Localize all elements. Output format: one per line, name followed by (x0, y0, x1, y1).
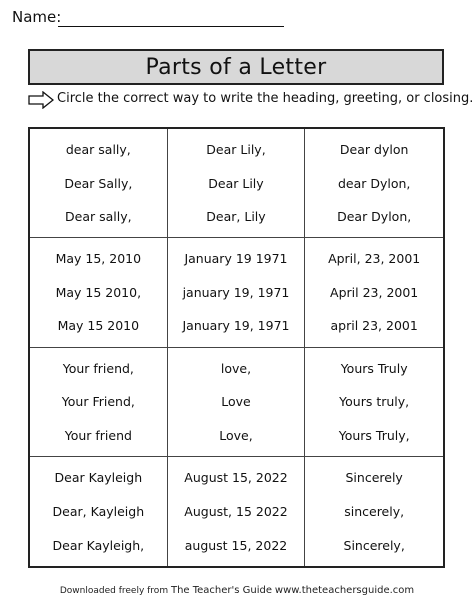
grid-cell (168, 457, 306, 566)
name-blank-line[interactable] (58, 26, 284, 27)
arrow-right-icon (28, 91, 54, 109)
option-text[interactable]: love, (220, 360, 252, 376)
option-text[interactable]: Yours truly, (339, 394, 410, 410)
option-text[interactable]: Your Friend, (61, 394, 135, 410)
option-text[interactable]: Yours Truly, (338, 427, 410, 443)
footer-url[interactable]: www.theteachersguide.com (274, 585, 415, 596)
option-text[interactable]: Your friend (64, 427, 132, 443)
option-text[interactable]: Love (221, 394, 251, 410)
option-text[interactable]: January 19 1971 (184, 251, 288, 267)
option-text[interactable]: january 19, 1971 (182, 284, 290, 300)
worksheet-title: Parts of a Letter (28, 49, 444, 85)
footer-brand: The Teacher's Guide (170, 585, 273, 596)
option-text[interactable]: April, 23, 2001 (328, 251, 421, 267)
option-text[interactable]: Dear Kayleigh (54, 470, 143, 486)
footer-prefix: Downloaded freely from (59, 586, 169, 596)
option-text[interactable]: Dear Kayleigh, (52, 537, 145, 553)
grid-cell (30, 238, 168, 347)
option-text[interactable]: Your friend, (62, 360, 134, 376)
option-text[interactable]: dear sally, (65, 142, 131, 158)
grid-cell (168, 348, 306, 457)
option-text[interactable]: april 23, 2001 (330, 318, 418, 334)
option-text[interactable]: April 23, 2001 (330, 284, 419, 300)
option-text[interactable]: Yours Truly (340, 360, 408, 376)
grid-cell (30, 129, 168, 238)
grid-cell (305, 457, 443, 566)
option-text[interactable]: sincerely, (344, 503, 405, 519)
option-text[interactable]: Dear sally, (65, 209, 132, 225)
option-text[interactable]: Sincerely, (343, 537, 405, 553)
option-text[interactable]: May 15 2010, (55, 284, 142, 300)
option-text[interactable]: May 15 2010 (57, 318, 140, 334)
option-text[interactable]: August 15, 2022 (184, 470, 288, 486)
option-text[interactable]: Sincerely (345, 470, 403, 486)
grid-cell (30, 348, 168, 457)
option-text[interactable]: Dear dylon (339, 142, 409, 158)
answer-grid (28, 127, 445, 568)
instruction-text: Circle the correct way to write the heading, greeting, or closing. (57, 91, 474, 106)
option-text[interactable]: august 15, 2022 (184, 537, 288, 553)
option-text[interactable]: August, 15 2022 (184, 503, 288, 519)
option-text[interactable]: Dear Lily (208, 175, 264, 191)
grid-cell (305, 238, 443, 347)
option-text[interactable]: Dear Lily, (206, 142, 266, 158)
option-text[interactable]: Dear, Kayleigh (52, 503, 145, 519)
footer (0, 585, 474, 596)
option-text[interactable]: Love, (219, 427, 253, 443)
option-text[interactable]: Dear Sally, (64, 175, 133, 191)
option-text[interactable]: dear Dylon, (337, 175, 411, 191)
name-label: Name: (12, 8, 62, 26)
grid-cell (168, 238, 306, 347)
grid-cell (305, 348, 443, 457)
grid-cell (168, 129, 306, 238)
option-text[interactable]: Dear Dylon, (337, 209, 412, 225)
option-text[interactable]: January 19, 1971 (182, 318, 290, 334)
grid-cell (305, 129, 443, 238)
option-text[interactable]: May 15, 2010 (55, 251, 142, 267)
option-text[interactable]: Dear, Lily (206, 209, 266, 225)
grid-cell (30, 457, 168, 566)
